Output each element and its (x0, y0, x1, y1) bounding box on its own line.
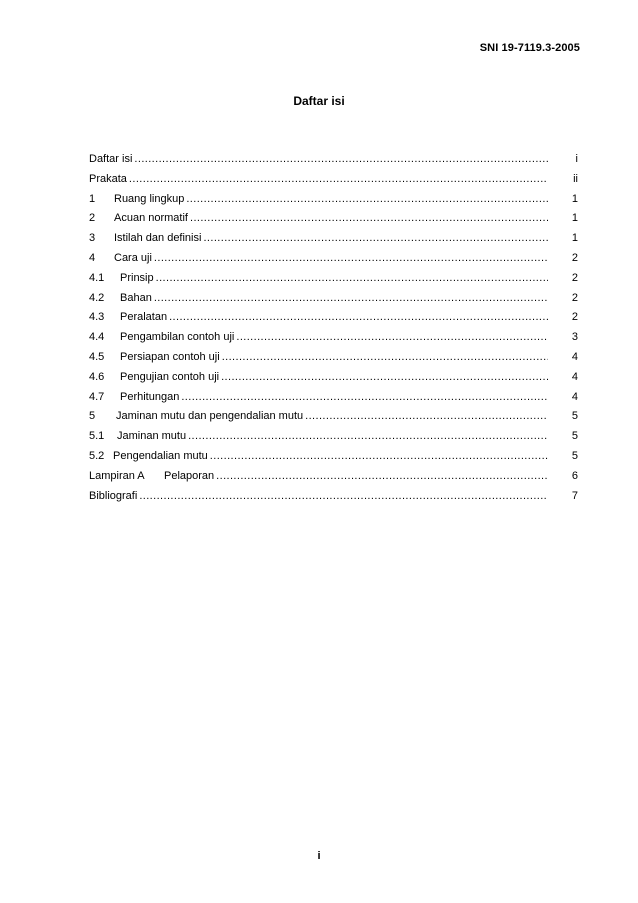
toc-entry-number: 4.5 (89, 350, 105, 363)
toc-entry-title: Pengambilan contoh uji (120, 331, 235, 344)
toc-entry-title: Ruang lingkup (114, 192, 185, 205)
toc-entry-bibliografi[interactable] (89, 487, 578, 507)
toc-entry-4-2[interactable] (89, 289, 578, 309)
toc-entry-title: Prakata (89, 172, 127, 185)
toc-entry-daftar-isi[interactable] (89, 150, 578, 170)
toc-entry-title: Pelaporan (164, 469, 215, 482)
toc-page-number: 3 (571, 331, 578, 344)
toc-entry-title: Daftar isi (89, 153, 133, 165)
toc-entry-number: 4.1 (89, 271, 105, 284)
toc-entry-4-6[interactable] (89, 368, 578, 388)
toc-entry-4-1[interactable] (89, 269, 578, 289)
table-of-contents (89, 150, 578, 506)
toc-entry-title: Perhitungan (120, 390, 180, 403)
toc-entry-title: Jaminan mutu dan pengendalian mutu (116, 410, 304, 423)
toc-page-number: 1 (571, 232, 578, 245)
toc-leader-dots (156, 269, 548, 289)
toc-leader-dots (154, 249, 548, 269)
toc-entry-number: 5.2 (89, 449, 105, 462)
toc-page-number: 2 (571, 251, 578, 264)
toc-page-number: 4 (571, 370, 578, 383)
standard-code: SNI 19-7119.3-2005 (479, 42, 580, 54)
toc-leader-dots (222, 348, 548, 368)
toc-entry-title: Acuan normatif (114, 212, 188, 225)
toc-entry-number: 2 (89, 212, 96, 225)
toc-entry-3[interactable] (89, 229, 578, 249)
toc-page-number: 6 (571, 469, 578, 482)
toc-entry-title: Istilah dan definisi (114, 232, 202, 245)
toc-leader-dots (190, 209, 548, 229)
toc-entry-title: Pengujian contoh uji (120, 370, 220, 383)
toc-leader-dots (305, 407, 548, 427)
toc-entry-5[interactable] (89, 407, 578, 427)
toc-entry-5-1[interactable] (89, 427, 578, 447)
toc-entry-title: Jaminan mutu (117, 430, 187, 443)
toc-page-number: 2 (571, 291, 578, 304)
toc-entry-number: 4.6 (89, 370, 105, 383)
toc-entry-4-5[interactable] (89, 348, 578, 368)
page-number: i (317, 850, 321, 862)
toc-page-number: 4 (571, 390, 578, 403)
toc-entry-title: Persiapan contoh uji (120, 350, 220, 363)
toc-leader-dots (188, 427, 548, 447)
page-title: Daftar isi (293, 94, 345, 108)
toc-leader-dots (154, 289, 548, 309)
toc-entry-4-7[interactable] (89, 388, 578, 408)
toc-entry-number: 4.2 (89, 291, 105, 304)
toc-entry-title: Prinsip (120, 271, 154, 284)
toc-leader-dots (216, 467, 548, 487)
toc-entry-4[interactable] (89, 249, 578, 269)
toc-page-number: 1 (571, 212, 578, 225)
toc-entry-number: 5 (89, 410, 96, 423)
toc-page-number: 1 (571, 192, 578, 205)
toc-leader-dots (129, 170, 548, 190)
toc-entry-lampiran-a[interactable] (89, 467, 578, 487)
toc-leader-dots (181, 388, 548, 408)
toc-page-number: 2 (571, 271, 578, 284)
toc-page-number: 5 (571, 410, 578, 423)
toc-entry-4-3[interactable] (89, 308, 578, 328)
toc-leader-dots (203, 229, 548, 249)
toc-entry-number: 4.4 (89, 331, 105, 344)
toc-entry-1[interactable] (89, 190, 578, 210)
toc-leader-dots (139, 487, 548, 507)
toc-entry-number: 4 (89, 251, 96, 264)
toc-entry-number: Lampiran A (89, 469, 145, 482)
toc-leader-dots (236, 328, 548, 348)
toc-page-number: 4 (571, 350, 578, 363)
toc-page-number: 2 (571, 311, 578, 324)
toc-entry-number: 4.3 (89, 311, 105, 324)
toc-entry-number: 5.1 (89, 430, 105, 443)
toc-leader-dots (134, 150, 548, 170)
toc-entry-title: Peralatan (120, 311, 168, 324)
toc-entry-title: Pengendalian mutu (113, 449, 208, 462)
toc-entry-number: 3 (89, 232, 96, 245)
toc-page-number: 7 (571, 489, 578, 502)
toc-page-number: ii (573, 172, 578, 185)
toc-entry-5-2[interactable] (89, 447, 578, 467)
toc-leader-dots (186, 190, 548, 210)
toc-leader-dots (221, 368, 548, 388)
toc-entry-title: Bahan (120, 291, 152, 304)
toc-entry-number: 1 (89, 192, 96, 205)
toc-page-number: 5 (571, 449, 578, 462)
toc-entry-4-4[interactable] (89, 328, 578, 348)
toc-leader-dots (169, 308, 548, 328)
toc-entry-2[interactable] (89, 209, 578, 229)
toc-page-number: i (575, 153, 578, 165)
toc-entry-number: 4.7 (89, 390, 105, 403)
toc-leader-dots (210, 447, 548, 467)
toc-entry-title: Cara uji (114, 251, 152, 264)
toc-entry-prakata[interactable] (89, 170, 578, 190)
toc-entry-title: Bibliografi (89, 489, 138, 502)
toc-page-number: 5 (571, 430, 578, 443)
